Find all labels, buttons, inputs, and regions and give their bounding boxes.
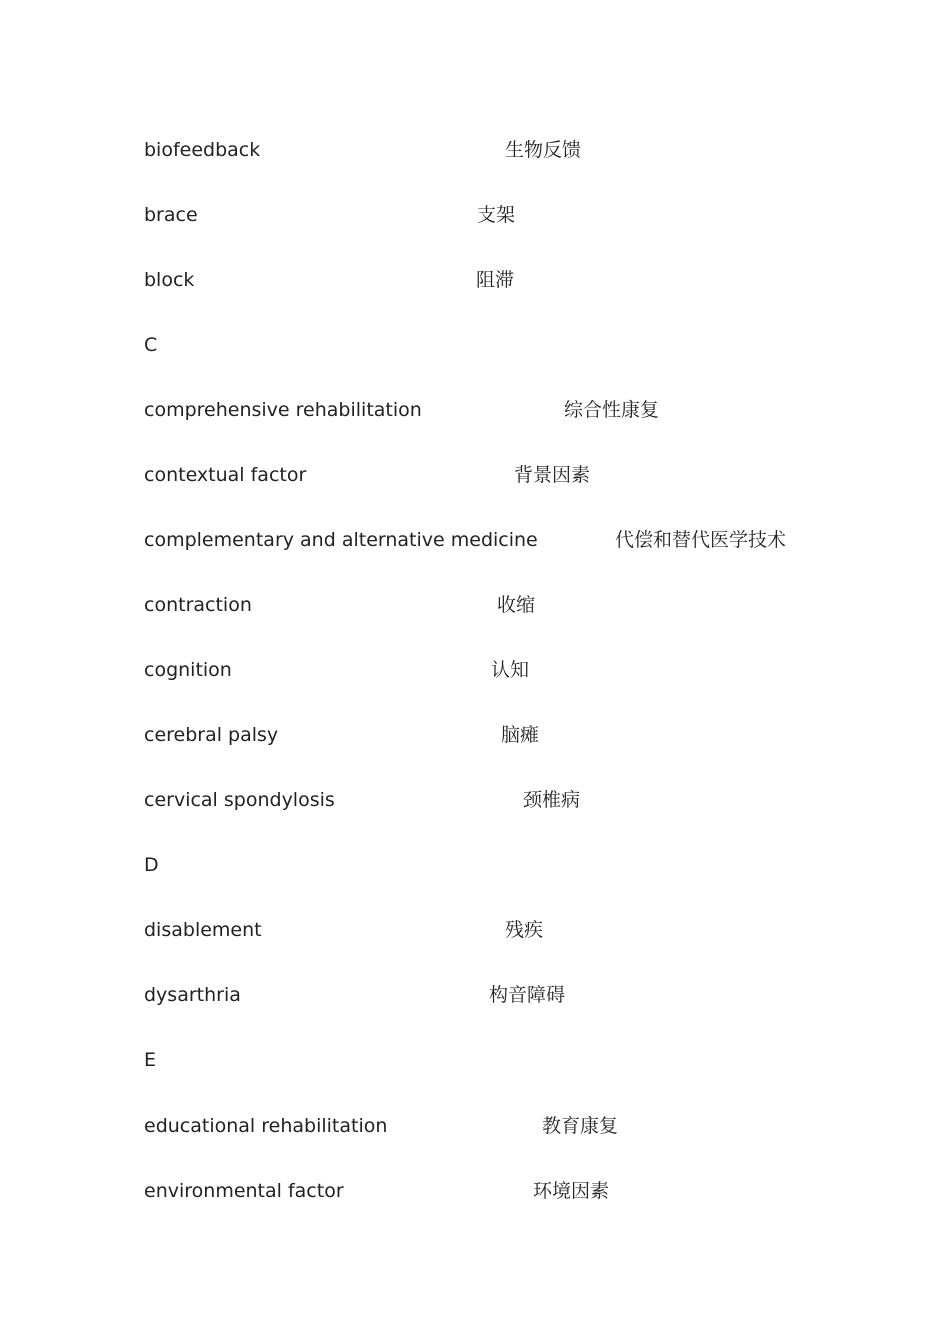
term-chinese: 综合性康复 bbox=[564, 399, 660, 421]
term-english: disablement bbox=[144, 919, 262, 941]
term-chinese: 构音障碍 bbox=[489, 984, 566, 1006]
term-english: cervical spondylosis bbox=[144, 789, 335, 811]
term-english: contextual factor bbox=[144, 464, 307, 486]
term-english: complementary and alternative medicine bbox=[144, 529, 538, 551]
term-chinese: 脑瘫 bbox=[501, 724, 540, 746]
term-chinese: 颈椎病 bbox=[523, 789, 581, 811]
term-english: brace bbox=[144, 204, 198, 226]
term-chinese: 环境因素 bbox=[533, 1180, 610, 1202]
section-letter-heading: C bbox=[144, 334, 158, 356]
term-english: environmental factor bbox=[144, 1180, 344, 1202]
term-chinese: 认知 bbox=[491, 659, 530, 681]
term-chinese: 收缩 bbox=[497, 594, 536, 616]
term-english: cognition bbox=[144, 659, 232, 681]
term-chinese: 阻滞 bbox=[476, 269, 515, 291]
term-chinese: 背景因素 bbox=[514, 464, 591, 486]
section-letter-heading: E bbox=[144, 1049, 157, 1071]
term-chinese: 代偿和替代医学技术 bbox=[615, 529, 787, 551]
term-english: block bbox=[144, 269, 195, 291]
term-english: biofeedback bbox=[144, 139, 261, 161]
term-english: cerebral palsy bbox=[144, 724, 279, 746]
term-english: contraction bbox=[144, 594, 252, 616]
term-chinese: 教育康复 bbox=[542, 1115, 619, 1137]
section-letter-heading: D bbox=[144, 854, 159, 876]
term-english: dysarthria bbox=[144, 984, 241, 1006]
term-chinese: 支架 bbox=[477, 204, 516, 226]
term-chinese: 生物反馈 bbox=[505, 139, 582, 161]
term-english: educational rehabilitation bbox=[144, 1115, 388, 1137]
term-chinese: 残疾 bbox=[505, 919, 544, 941]
term-english: comprehensive rehabilitation bbox=[144, 399, 422, 421]
